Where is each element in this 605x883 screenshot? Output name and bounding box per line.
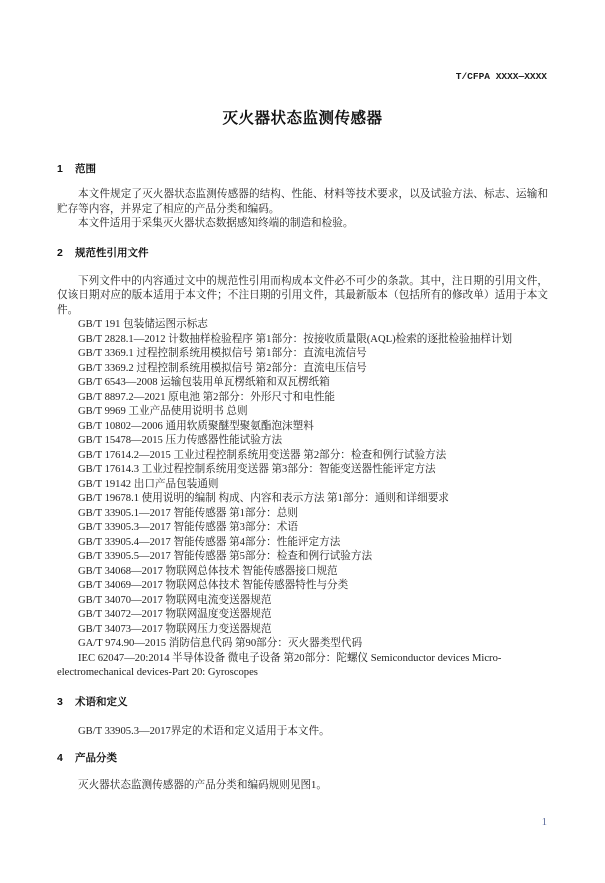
section-number: 4	[57, 752, 63, 764]
reference-item: GB/T 3369.2 过程控制系统用模拟信号 第2部分：直流电压信号	[78, 362, 367, 374]
section-number: 3	[57, 695, 63, 708]
paragraph: 本文件规定了灭火器状态监测传感器的结构、性能、材料等技术要求，以及试验方法、标志、运输和贮存等内容，并界定了相应的产品分类和编码。	[57, 189, 548, 215]
section-heading-label: 术语和定义	[75, 695, 128, 708]
reference-list	[57, 318, 548, 681]
section-number: 1	[57, 163, 63, 175]
reference-item: GB/T 34072—2017 物联网温度变送器规范	[78, 609, 272, 620]
reference-item: GB/T 34069—2017 物联网总体技术 智能传感器特性与分类	[78, 580, 349, 591]
reference-item: GB/T 33905.3—2017 智能传感器 第3部分：术语	[78, 522, 298, 533]
page-number: 1	[541, 817, 547, 828]
reference-item: GB/T 8897.2—2021 原电池 第2部分：外形尺寸和电性能	[78, 391, 336, 403]
section-number: 2	[57, 246, 63, 259]
reference-item: GB/T 3369.1 过程控制系统用模拟信号 第1部分：直流电流信号	[78, 348, 367, 359]
paragraph: GB/T 33905.3—2017界定的术语和定义适用于本文件。	[78, 725, 330, 737]
standard-code: T/CFPA XXXX—XXXX	[455, 71, 547, 82]
section-3-heading	[57, 696, 548, 709]
reference-item: GB/T 17614.3 工业过程控制系统用变送器 第3部分：智能变送器性能评定方法	[78, 464, 436, 475]
section-4-heading	[57, 752, 548, 765]
section-heading-label: 产品分类	[75, 752, 117, 764]
section-heading-label: 范围	[75, 163, 96, 175]
section-1-heading	[57, 163, 548, 176]
paragraph: 灭火器状态监测传感器的产品分类和编码规则见图1。	[78, 780, 327, 791]
reference-item: GB/T 33905.4—2017 智能传感器 第4部分：性能评定方法	[78, 536, 341, 548]
section-2-heading	[57, 247, 548, 260]
reference-item: GB/T 15478—2015 压力传感器性能试验方法	[78, 435, 283, 446]
reference-item: GB/T 191 包装储运图示标志	[78, 319, 208, 330]
document-title: 灭火器状态监测传感器	[222, 110, 383, 127]
reference-item: GB/T 34068—2017 物联网总体技术 智能传感器接口规范	[78, 565, 338, 577]
reference-item: GB/T 6543—2008 运输包装用单瓦楞纸箱和双瓦楞纸箱	[78, 377, 330, 388]
section-heading-label: 规范性引用文件	[75, 246, 149, 259]
reference-item: GB/T 19678.1 使用说明的编制 构成、内容和表示方法 第1部分：通则和详细要求	[78, 493, 449, 504]
reference-item: GB/T 2828.1—2012 计数抽样检验程序 第1部分：按接收质量限(AQL)检索的逐批检验抽样计划	[78, 333, 513, 345]
reference-item: GB/T 33905.1—2017 智能传感器 第1部分：总则	[78, 507, 298, 519]
reference-item: GB/T 34073—2017 物联网压力变送器规范	[78, 623, 272, 635]
reference-item: GB/T 10802—2006 通用软质聚醚型聚氨酯泡沫塑料	[78, 420, 314, 432]
reference-item: GB/T 19142 出口产品包装通则	[78, 478, 219, 490]
reference-item: IEC 62047—20:2014 半导体设备 微电子设备 第20部分：陀螺仪 Semiconductor devices Micro-electromechanical devices-Part 20: Gyroscopes	[57, 652, 502, 678]
reference-item: GA/T 974.90—2015 消防信息代码 第90部分：灭火器类型代码	[78, 638, 363, 649]
reference-item: GB/T 34070—2017 物联网电流变送器规范	[78, 594, 272, 606]
paragraph: 本文件适用于采集灭火器状态数据感知终端的制造和检验。	[78, 218, 354, 229]
reference-item: GB/T 33905.5—2017 智能传感器 第5部分：检查和例行试验方法	[78, 551, 373, 562]
reference-item: GB/T 9969 工业产品使用说明书 总则	[78, 406, 248, 417]
paragraph: 下列文件中的内容通过文中的规范性引用而构成本文件必不可少的条款。其中，注日期的引用文件，仅该日期对应的版本适用于本文件；不注日期的引用文件，其最新版本（包括所有的修改单）适用于本文件。	[57, 275, 548, 316]
reference-item: GB/T 17614.2—2015 工业过程控制系统用变送器 第2部分：检查和例行试验方法	[78, 449, 447, 461]
